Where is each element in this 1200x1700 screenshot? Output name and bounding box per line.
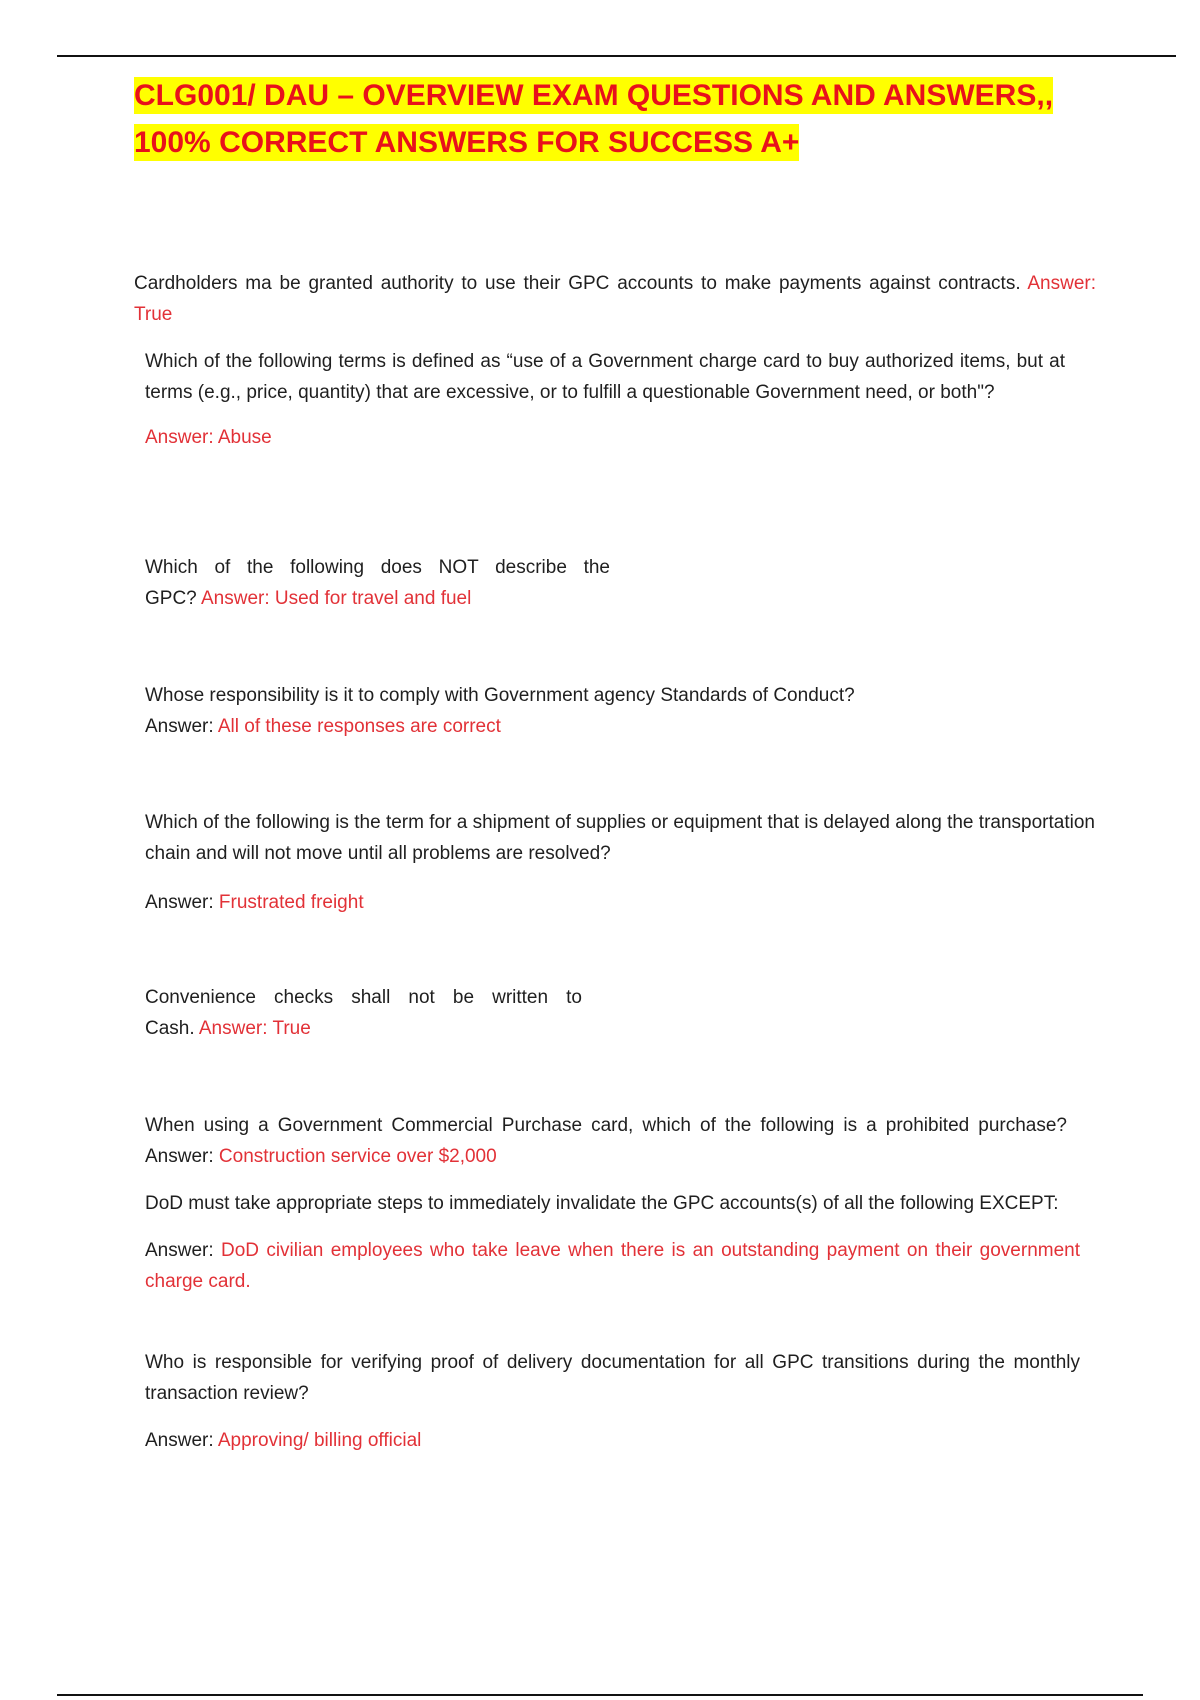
answer-text: All of these responses are correct xyxy=(217,716,501,737)
question-text-end: Cash. xyxy=(145,1018,195,1039)
question-text: DoD must take appropriate steps to immediately invalidate the GPC accounts(s) of all the following EXCEPT: xyxy=(145,1193,1059,1214)
answer-text: Approving/ billing official xyxy=(217,1430,422,1451)
question-text: Cardholders ma be granted authority to use their GPC accounts to make payments against contracts. xyxy=(134,273,1021,294)
answer-text: Answer: Used for travel and fuel xyxy=(200,588,472,609)
top-rule xyxy=(57,55,1176,57)
answer-prefix: Answer: xyxy=(145,1430,214,1451)
answer-prefix: Answer: xyxy=(145,1240,214,1261)
question-text: Whose responsibility is it to comply with Government agency Standards of Conduct? xyxy=(145,685,855,706)
qa-item-4 xyxy=(145,680,1105,742)
question-text: Which of the following is the term for a shipment of supplies or equipment that is delayed along the transportation chain and will not move until all problems are resolved? xyxy=(145,812,1095,864)
question-text-end: GPC? xyxy=(145,588,197,609)
bottom-rule xyxy=(57,1694,1143,1696)
answer-text: Answer: True xyxy=(198,1018,311,1039)
qa-item-9 xyxy=(145,1347,1080,1456)
answer-text: Answer: True xyxy=(134,273,1097,325)
answer-prefix: Answer: xyxy=(145,716,214,737)
title-line-2: 100% CORRECT ANSWERS FOR SUCCESS A+ xyxy=(134,126,800,159)
answer-text: Frustrated freight xyxy=(218,892,364,913)
answer-text: Construction service over $2,000 xyxy=(218,1146,497,1167)
qa-item-5 xyxy=(145,807,1095,918)
question-text: Which of the following does NOT describe the xyxy=(145,557,610,578)
question-text: Who is responsible for verifying proof of delivery documentation for all GPC transitions during the monthly transaction review? xyxy=(145,1352,1080,1404)
answer-text: DoD civilian employees who take leave when there is an outstanding payment on their government charge card. xyxy=(145,1240,1080,1292)
qa-item-3 xyxy=(145,552,610,614)
qa-item-7 xyxy=(145,1110,1067,1172)
answer-prefix: Answer: xyxy=(145,892,214,913)
qa-item-2 xyxy=(145,346,1065,453)
answer-text: Answer: Abuse xyxy=(145,427,272,448)
title-line-1: CLG001/ DAU – OVERVIEW EXAM QUESTIONS AND ANSWERS,, xyxy=(134,79,1054,112)
document-title xyxy=(134,72,1124,166)
question-text: Which of the following terms is defined as “use of a Government charge card to buy authorized items, but at terms (e.g., price, quantity) that are excessive, or to fulfill a questionable Government need, or both"? xyxy=(145,351,1065,403)
qa-item-6 xyxy=(145,982,582,1044)
question-text: Convenience checks shall not be written to xyxy=(145,987,582,1008)
qa-item-8 xyxy=(145,1188,1080,1297)
question-text: When using a Government Commercial Purchase card, which of the following is a prohibited purchase? Answer: xyxy=(145,1115,1067,1167)
qa-item-1 xyxy=(134,268,1096,330)
